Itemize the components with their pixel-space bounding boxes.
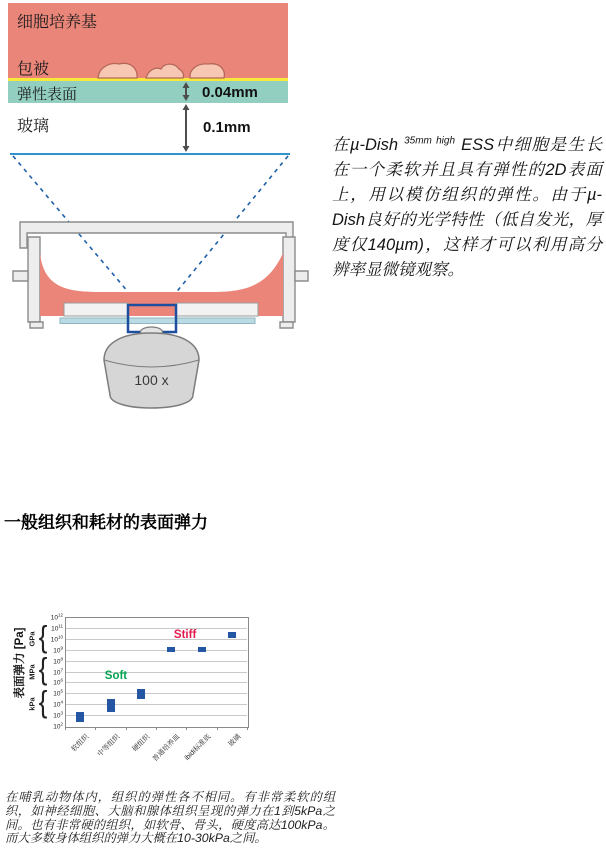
- coating-label: 包被: [17, 61, 50, 78]
- dish-bottom-step-left: [64, 303, 128, 316]
- x-tick-mark: [186, 727, 187, 730]
- x-tick-mark: [156, 727, 157, 730]
- unit-brace: {: [38, 685, 48, 720]
- y-axis-title: 表面弹力 [Pa]: [14, 627, 26, 698]
- objective-label: 100 x: [134, 372, 169, 388]
- category-label: 玻璃: [227, 733, 243, 749]
- elasticity-range-bar: [76, 712, 84, 722]
- y-tick-label: $10^8$: [53, 656, 63, 666]
- category-label: 普通培养皿: [151, 733, 182, 764]
- y-tick-label: $10^6$: [53, 677, 63, 687]
- y-tick-label: $10^{10}$: [50, 634, 63, 644]
- elasticity-chart: [0, 600, 290, 800]
- unit-label: GPa: [27, 631, 37, 647]
- dish-lid: [20, 222, 293, 248]
- section-heading: 一般组织和耗材的表面弹力: [4, 513, 208, 532]
- objective-body: [104, 333, 199, 408]
- cell-shape: [190, 64, 224, 78]
- x-tick-mark: [217, 727, 218, 730]
- intro-part2: ESS中细胞是生长在一个柔软并且具有弹性的2D表面上，用以模仿组织的弹性。由于µ-Dish良好的光学特性（低自发光，厚度仅140µm)，这样才可以利用高分辨率显微镜观察。: [332, 136, 603, 280]
- y-tick-label: $10^9$: [53, 645, 63, 655]
- y-tick-label: $10^{12}$: [50, 612, 63, 622]
- chart-annotation: Stiff: [173, 628, 197, 641]
- y-tick-label: $10^{11}$: [51, 623, 63, 633]
- elastic-surface-label: 弹性表面: [17, 86, 78, 103]
- y-tick-label: $10^4$: [53, 699, 63, 709]
- elasticity-range-bar: [107, 699, 115, 712]
- category-label: 中等组织: [96, 733, 121, 759]
- y-tick-label: $10^2$: [53, 721, 63, 731]
- glass-thickness-value: 0.1mm: [203, 119, 251, 136]
- grid-line: [66, 650, 247, 651]
- arrow-up-icon: [183, 104, 190, 110]
- dish-bottom-step-right: [176, 303, 258, 316]
- y-tick-label: $10^3$: [53, 710, 63, 720]
- category-label: 软组织: [70, 733, 91, 754]
- elasticity-range-bar: [137, 689, 145, 699]
- unit-brace: {: [38, 652, 48, 687]
- elasticity-range-bar: [228, 632, 236, 637]
- category-label: 硬组织: [131, 733, 152, 754]
- elasticity-range-bar: [167, 647, 175, 652]
- x-tick-mark: [126, 727, 127, 730]
- category-label: ibidi标准底: [183, 733, 212, 763]
- caption-paragraph: 在哺乳动物体内，组织的弹性各不相同。有非常柔软的组织，如神经细胞、大脑和腺体组织呈现的弹力在1到5kPa之间。也有非常硬的组织，如软骨、骨头，硬度高达100kPa。而大多数身体组织的弹力大概在10-30kPa之间。: [5, 790, 335, 846]
- grid-line: [66, 672, 247, 673]
- unit-label: MPa: [27, 663, 37, 680]
- x-tick-mark: [247, 727, 248, 730]
- unit-label: kPa: [27, 697, 37, 711]
- substrate-layer-diagram: [0, 0, 310, 160]
- y-tick-label: $10^5$: [53, 688, 63, 698]
- medium-label: 细胞培养基: [17, 14, 98, 31]
- grid-line: [66, 682, 247, 683]
- intro-superscript: 35mm high: [404, 135, 456, 147]
- elasticity-range-bar: [198, 647, 206, 652]
- glass-label: 玻璃: [17, 118, 50, 135]
- grid-line: [66, 639, 247, 640]
- dish-cross-section-diagram: [0, 145, 310, 415]
- chart-plot-area: [65, 617, 249, 728]
- unit-brace: {: [38, 619, 48, 654]
- cell-shape: [146, 64, 184, 78]
- grid-line: [66, 715, 247, 716]
- x-tick-mark: [95, 727, 96, 730]
- cell-shape: [98, 63, 137, 78]
- y-tick-label: $10^7$: [53, 666, 63, 677]
- x-tick-mark: [65, 727, 66, 730]
- grid-line: [66, 693, 247, 694]
- grid-line: [66, 704, 247, 705]
- arrow-up-icon: [183, 82, 190, 88]
- intro-part1: 在µ-Dish: [332, 136, 398, 154]
- chart-annotation: Soft: [104, 669, 128, 682]
- intro-paragraph: [332, 133, 602, 283]
- elastic-thickness-value: 0.04mm: [202, 84, 258, 101]
- grid-line: [66, 661, 247, 662]
- arrow-down-icon: [183, 95, 190, 101]
- coverslip-strip: [60, 318, 255, 324]
- grid-line: [66, 628, 247, 629]
